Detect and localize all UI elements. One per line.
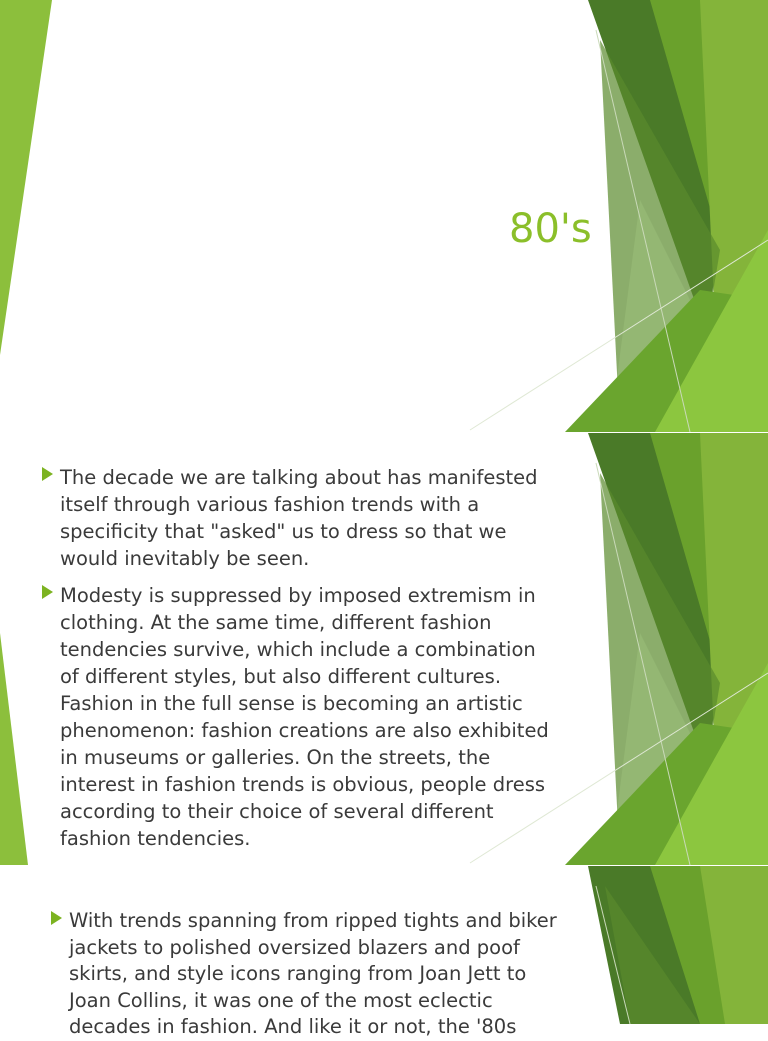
bullet-list <box>49 908 574 1041</box>
bullet-arrow-icon <box>42 585 53 599</box>
bullet-item <box>40 582 560 852</box>
slide-1 <box>0 0 768 432</box>
slide-title: 80's <box>509 206 592 252</box>
bullet-text: Modesty is suppressed by imposed extremism in clothing. At the same time, different fashion tendencies survive, which include a combination of different styles, but also different cultures. Fashion in the full sense is becoming an artistic phenomenon: fashion creations are also exhibited in museums or galleries. On the streets, the interest in fashion trends is obvious, people dress according to their choice of several different fashion tendencies. <box>60 584 549 850</box>
bullet-text: With trends spanning from ripped tights and biker jackets to polished oversized blazers and poof skirts, and style icons ranging from Joan Jett to Joan Collins, it was one of the most eclectic decades in fashion. And like it or not, the '80s <box>69 909 557 1038</box>
slide-3 <box>0 866 768 1038</box>
bullet-arrow-icon <box>51 911 62 925</box>
slide-1-decoration <box>0 0 768 432</box>
bullet-list <box>40 464 560 862</box>
bullet-arrow-icon <box>42 467 53 481</box>
slide-2 <box>0 433 768 865</box>
bullet-item <box>49 908 574 1041</box>
bullet-item <box>40 464 560 572</box>
bullet-text: The decade we are talking about has manifested itself through various fashion trends with a specificity that "asked" us to dress so that we would inevitably be seen. <box>60 466 538 570</box>
